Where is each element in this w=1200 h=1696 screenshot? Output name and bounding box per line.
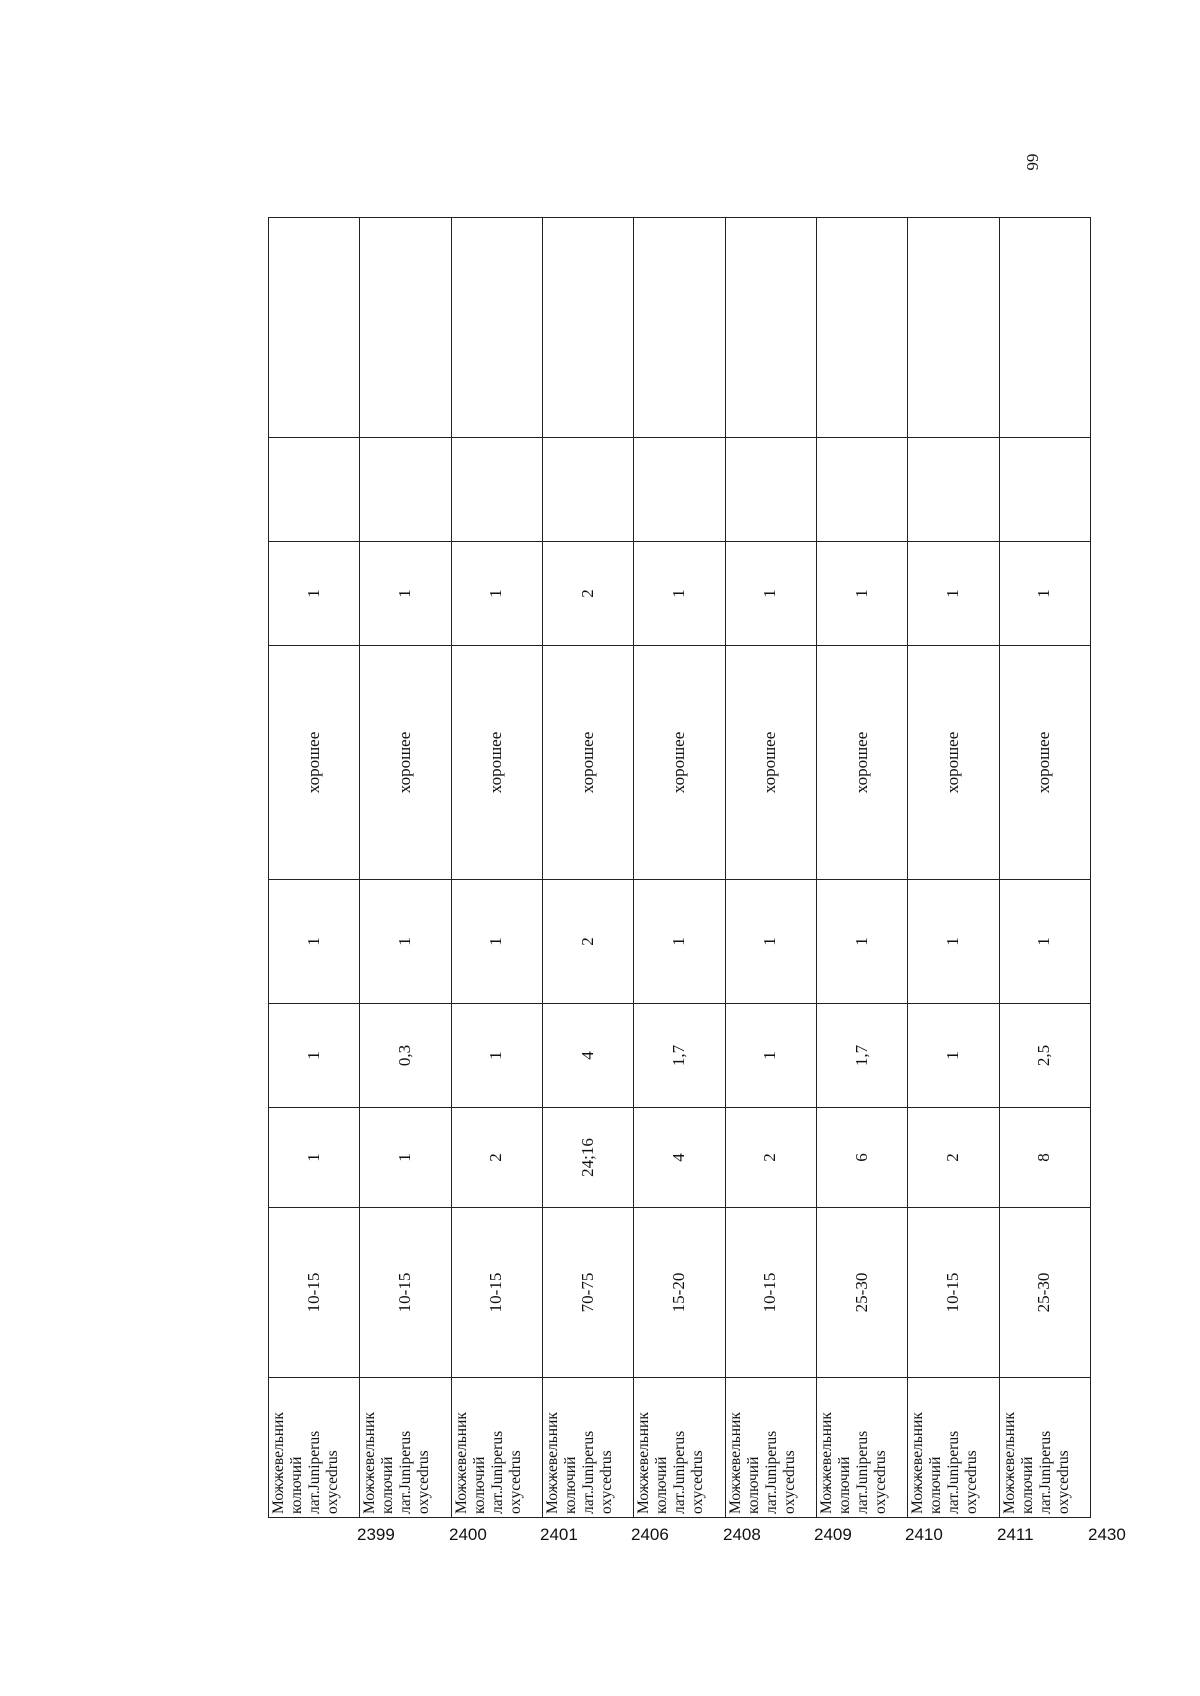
cell-c3: 24;16 — [542, 1108, 633, 1208]
cell-condition: хорошее — [999, 646, 1090, 880]
cell-condition: хорошее — [451, 646, 542, 880]
cell-c3: 2 — [725, 1108, 816, 1208]
cell-c4: 1,7 — [816, 1004, 907, 1108]
cell-c4: 1 — [269, 1004, 360, 1108]
row-id-column — [268, 1520, 1126, 1556]
species-line: Можжевельник — [1000, 1412, 1018, 1514]
cell-c7: 1 — [908, 542, 999, 646]
cell-c7: 1 — [816, 542, 907, 646]
species-line: лат.Juniperus — [397, 1430, 415, 1514]
table-row — [816, 218, 907, 1518]
species-line: Можжевельник — [635, 1412, 653, 1514]
species-cell — [269, 1378, 360, 1518]
species-line: лат.Juniperus — [488, 1430, 506, 1514]
row-id — [633, 1520, 761, 1556]
cell-condition: хорошее — [634, 646, 725, 880]
species-line: oxycedrus — [324, 1450, 341, 1514]
cell-condition: хорошее — [816, 646, 907, 880]
species-line: колючий — [927, 1456, 945, 1514]
cell-c5: 1 — [634, 880, 725, 1004]
cell-condition: хорошее — [542, 646, 633, 880]
cell-c9 — [725, 218, 816, 438]
species-cell — [451, 1378, 542, 1518]
row-id-text: 2400 — [448, 1525, 487, 1544]
row-id-text: 2409 — [813, 1525, 852, 1544]
table-row — [908, 218, 999, 1518]
cell-c4: 2,5 — [999, 1004, 1090, 1108]
row-id-text: 2401 — [539, 1525, 578, 1544]
species-cell — [908, 1378, 999, 1518]
cell-c8 — [269, 438, 360, 542]
page-number: 66 — [1023, 153, 1042, 171]
species-line: колючий — [835, 1456, 853, 1514]
cell-c8 — [451, 438, 542, 542]
cell-c4: 1 — [908, 1004, 999, 1108]
cell-c3: 2 — [451, 1108, 542, 1208]
cell-c4: 1 — [451, 1004, 542, 1108]
species-line: лат.Juniperus — [853, 1430, 871, 1514]
cell-c7: 2 — [542, 542, 633, 646]
cell-age: 25-30 — [816, 1208, 907, 1378]
species-line: колючий — [561, 1456, 579, 1514]
cell-c7: 1 — [725, 542, 816, 646]
row-id — [813, 1520, 944, 1556]
species-line: лат.Juniperus — [579, 1430, 597, 1514]
cell-c5: 1 — [816, 880, 907, 1004]
species-line: Можжевельник — [543, 1412, 561, 1514]
rotated-table-container — [178, 218, 1126, 1554]
cell-c7: 1 — [999, 542, 1090, 646]
cell-age: 15-20 — [634, 1208, 725, 1378]
table-row — [542, 218, 633, 1518]
row-id-text: 2410 — [905, 1525, 944, 1544]
species-line: лат.Juniperus — [762, 1430, 780, 1514]
table-row — [725, 218, 816, 1518]
species-line: лат.Juniperus — [945, 1430, 963, 1514]
species-cell — [816, 1378, 907, 1518]
cell-age: 10-15 — [908, 1208, 999, 1378]
row-id — [539, 1520, 670, 1556]
cell-c5: 1 — [360, 880, 451, 1004]
cell-age: 10-15 — [725, 1208, 816, 1378]
row-id-text: 2406 — [631, 1525, 670, 1544]
row-id — [722, 1520, 852, 1556]
species-line: колючий — [288, 1456, 305, 1514]
cell-condition: хорошее — [725, 646, 816, 880]
species-line: колючий — [653, 1456, 671, 1514]
table-row — [451, 218, 542, 1518]
cell-c4: 0,3 — [360, 1004, 451, 1108]
table-row — [999, 218, 1090, 1518]
cell-c5: 1 — [908, 880, 999, 1004]
row-id — [907, 1520, 1034, 1556]
species-line: oxycedrus — [506, 1450, 524, 1514]
species-line: Можжевельник — [270, 1412, 287, 1514]
species-line: oxycedrus — [1054, 1450, 1072, 1514]
species-line: Можжевельник — [726, 1412, 744, 1514]
species-line: oxycedrus — [780, 1450, 798, 1514]
cell-c8 — [360, 438, 451, 542]
cell-c9 — [908, 218, 999, 438]
cell-c9 — [999, 218, 1090, 438]
cell-condition: хорошее — [269, 646, 360, 880]
species-line: лат.Juniperus — [306, 1430, 323, 1514]
cell-age: 10-15 — [451, 1208, 542, 1378]
table-row — [634, 218, 725, 1518]
cell-c9 — [816, 218, 907, 438]
row-id — [268, 1520, 396, 1556]
row-id-text: 2411 — [996, 1525, 1034, 1544]
cell-age: 10-15 — [269, 1208, 360, 1378]
cell-c5: 1 — [451, 880, 542, 1004]
cell-c4: 1,7 — [634, 1004, 725, 1108]
row-id — [359, 1520, 487, 1556]
cell-c7: 1 — [451, 542, 542, 646]
species-cell — [725, 1378, 816, 1518]
cell-c4: 1 — [725, 1004, 816, 1108]
cell-c8 — [908, 438, 999, 542]
row-id-text: 2399 — [357, 1525, 396, 1544]
species-line: колючий — [470, 1456, 488, 1514]
species-cell — [360, 1378, 451, 1518]
species-line: Можжевельник — [361, 1412, 379, 1514]
cell-c8 — [725, 438, 816, 542]
row-id — [996, 1520, 1126, 1556]
species-cell — [999, 1378, 1090, 1518]
species-line: Можжевельник — [452, 1412, 470, 1514]
species-line: колючий — [1018, 1456, 1036, 1514]
cell-c5: 1 — [999, 880, 1090, 1004]
cell-c7: 1 — [634, 542, 725, 646]
cell-c8 — [542, 438, 633, 542]
row-id — [448, 1520, 578, 1556]
cell-c5: 2 — [542, 880, 633, 1004]
species-line: oxycedrus — [963, 1450, 981, 1514]
species-line: Можжевельник — [909, 1412, 927, 1514]
table-row — [360, 218, 451, 1518]
species-line: лат.Juniperus — [1036, 1430, 1054, 1514]
cell-c8 — [999, 438, 1090, 542]
cell-c9 — [542, 218, 633, 438]
species-line: oxycedrus — [597, 1450, 615, 1514]
cell-condition: хорошее — [360, 646, 451, 880]
cell-age: 10-15 — [360, 1208, 451, 1378]
cell-c8 — [816, 438, 907, 542]
row-id-text: 2408 — [722, 1525, 761, 1544]
cell-c5: 1 — [269, 880, 360, 1004]
species-line: колючий — [379, 1456, 397, 1514]
cell-c7: 1 — [360, 542, 451, 646]
cell-c4: 4 — [542, 1004, 633, 1108]
species-cell — [542, 1378, 633, 1518]
cell-age: 25-30 — [999, 1208, 1090, 1378]
species-line: oxycedrus — [689, 1450, 707, 1514]
species-line: Можжевельник — [817, 1412, 835, 1514]
cell-c3: 1 — [360, 1108, 451, 1208]
cell-c3: 8 — [999, 1108, 1090, 1208]
cell-c3: 2 — [908, 1108, 999, 1208]
cell-condition: хорошее — [908, 646, 999, 880]
cell-c8 — [634, 438, 725, 542]
species-cell — [634, 1378, 725, 1518]
row-id-text: 2430 — [1087, 1525, 1126, 1544]
cell-c9 — [360, 218, 451, 438]
cell-c3: 4 — [634, 1108, 725, 1208]
cell-c7: 1 — [269, 542, 360, 646]
species-line: лат.Juniperus — [671, 1430, 689, 1514]
tree-registry-table — [268, 217, 1091, 1518]
cell-c9 — [269, 218, 360, 438]
cell-age: 70-75 — [542, 1208, 633, 1378]
species-line: oxycedrus — [871, 1450, 889, 1514]
cell-c3: 6 — [816, 1108, 907, 1208]
species-line: колючий — [744, 1456, 762, 1514]
table-row — [269, 218, 360, 1518]
cell-c9 — [634, 218, 725, 438]
species-line: oxycedrus — [415, 1450, 433, 1514]
cell-c9 — [451, 218, 542, 438]
cell-c3: 1 — [269, 1108, 360, 1208]
cell-c5: 1 — [725, 880, 816, 1004]
